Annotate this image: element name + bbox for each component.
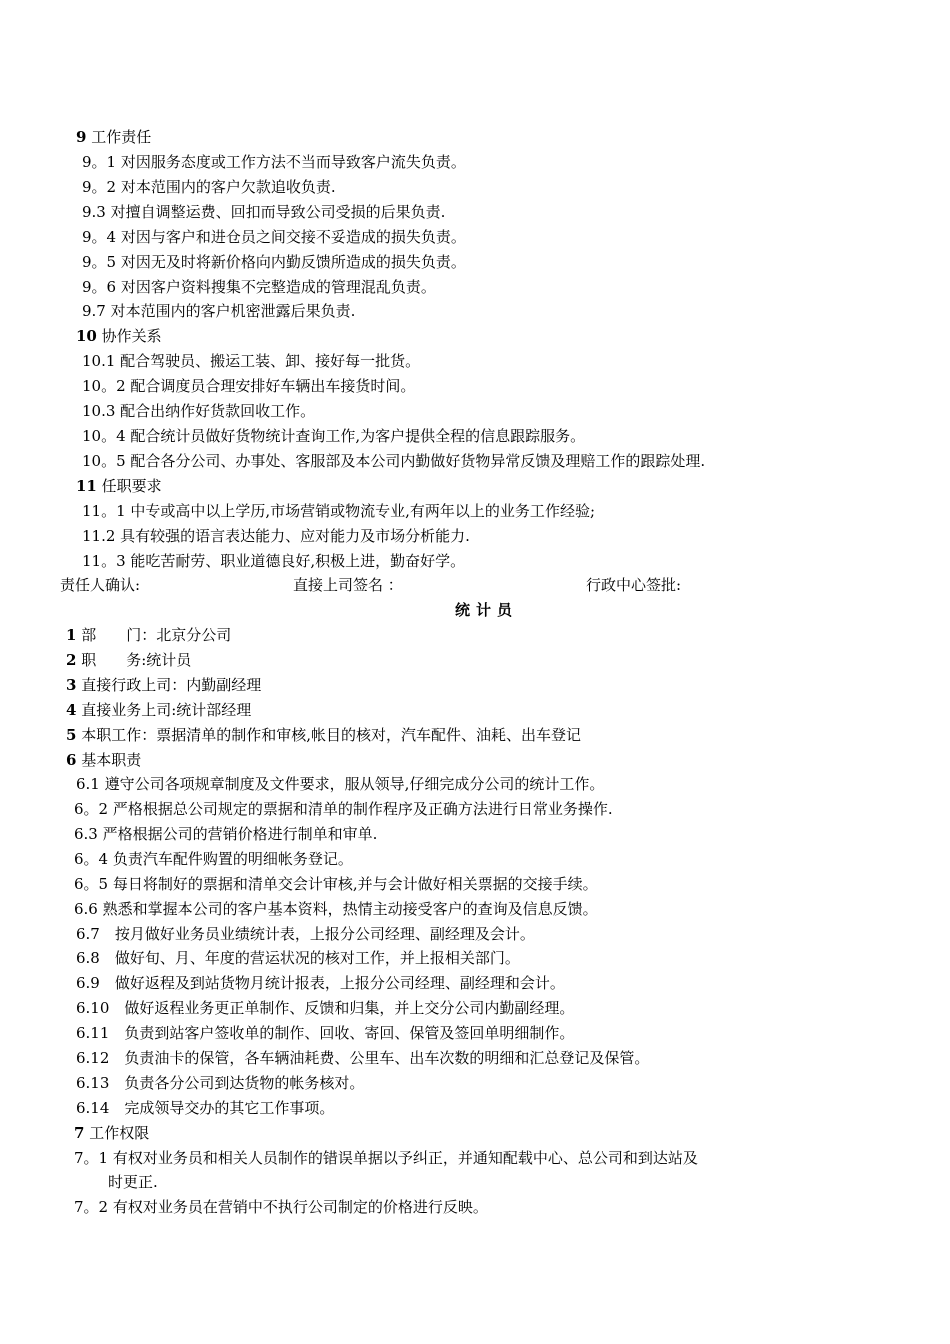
section-number: 10 (76, 327, 97, 345)
list-item: 10。4 配合统计员做好货物统计查询工作,为客户提供全程的信息跟踪服务。 (82, 427, 586, 445)
list-item: 6。5 每日将制好的票据和清单交会计审核,并与会计做好相关票据的交接手续。 (74, 875, 598, 893)
info-text: 直接行政上司：内勤副经理 (81, 676, 262, 694)
info-number: 4 (66, 701, 77, 719)
list-item: 11。3 能吃苦耐劳、职业道德良好,积极上进，勤奋好学。 (82, 552, 466, 570)
info-department (66, 625, 231, 645)
info-text: 职 务:统计员 (81, 651, 192, 669)
info-text: 部 门：北京分公司 (81, 626, 232, 644)
list-item: 6.12 负责油卡的保管，各车辆油耗费、公里车、出车次数的明细和汇总登记及保管。 (76, 1049, 650, 1067)
section-title: 基本职责 (81, 751, 142, 769)
section-title: 协作关系 (101, 327, 162, 345)
info-duties (66, 725, 581, 745)
section-title: 任职要求 (101, 477, 162, 495)
list-item: 11。1 中专或高中以上学历,市场营销或物流专业,有两年以上的业务工作经验; (82, 502, 595, 520)
signature-person-label: 责任人确认: (60, 576, 141, 594)
info-text: 本职工作：票据清单的制作和审核,帐目的核对，汽车配件、油耗、出车登记 (81, 726, 581, 744)
signature-admin-label: 行政中心签批: (586, 576, 682, 594)
page-title: 统计员 (455, 601, 519, 619)
list-item: 6.6 熟悉和掌握本公司的客户基本资料，热情主动接受客户的查询及信息反馈。 (74, 900, 598, 918)
list-item: 10.3 配合出纳作好货款回收工作。 (82, 402, 316, 420)
signature-supervisor-label: 直接上司签名 ： (293, 576, 403, 594)
list-item: 9。4 对因与客户和进仓员之间交接不妥造成的损失负责。 (82, 228, 466, 246)
info-number: 2 (66, 651, 77, 669)
section-number: 9 (76, 128, 87, 146)
section-10-heading (76, 326, 162, 346)
section-7-heading (74, 1123, 149, 1143)
section-11-heading (76, 476, 162, 496)
info-number: 1 (66, 626, 77, 644)
section-title: 工作责任 (91, 128, 152, 146)
list-item: 6。2 严格根据总公司规定的票据和清单的制作程序及正确方法进行日常业务操作. (74, 800, 613, 818)
list-item: 6.11 负责到站客户签收单的制作、回收、寄回、保管及签回单明细制作。 (76, 1024, 575, 1042)
list-item: 6.1 遵守公司各项规章制度及文件要求，服从领导,仔细完成分公司的统计工作。 (76, 775, 605, 793)
list-item: 9。1 对因服务态度或工作方法不当而导致客户流失负责。 (82, 153, 466, 171)
info-number: 5 (66, 726, 77, 744)
list-item: 7。1 有权对业务员和相关人员制作的错误单据以予纠正，并通知配载中心、总公司和到达站及 (74, 1149, 698, 1167)
section-6-heading (66, 750, 141, 770)
list-item: 6.8 做好旬、月、年度的营运状况的核对工作，并上报相关部门。 (76, 949, 520, 967)
list-item: 9。6 对因客户资料搜集不完整造成的管理混乱负责。 (82, 278, 436, 296)
section-number: 6 (66, 751, 77, 769)
info-text: 直接业务上司:统计部经理 (81, 701, 252, 719)
section-number: 11 (76, 477, 97, 495)
section-number: 7 (74, 1124, 85, 1142)
section-9-heading (76, 127, 151, 147)
list-item: 6.7 按月做好业务员业绩统计表，上报分公司经理、副经理及会计。 (76, 925, 535, 943)
list-item: 6.14 完成领导交办的其它工作事项。 (76, 1099, 335, 1117)
info-position (66, 650, 191, 670)
info-business-supervisor (66, 700, 251, 720)
list-item: 6.3 严格根据公司的营销价格进行制单和审单. (74, 825, 378, 843)
list-item: 6。4 负责汽车配件购置的明细帐务登记。 (74, 850, 353, 868)
info-admin-supervisor (66, 675, 261, 695)
list-item: 7。2 有权对业务员在营销中不执行公司制定的价格进行反映。 (74, 1198, 488, 1216)
list-item: 10。5 配合各分公司、办事处、客服部及本公司内勤做好货物异常反馈及理赔工作的跟踪处理. (82, 452, 706, 470)
list-item: 9.3 对擅自调整运费、回扣而导致公司受损的后果负责. (82, 203, 446, 221)
list-item: 9。5 对因无及时将新价格向内勤反馈所造成的损失负责。 (82, 253, 466, 271)
list-item: 6.10 做好返程业务更正单制作、反馈和归集，并上交分公司内勤副经理。 (76, 999, 575, 1017)
list-item: 10。2 配合调度员合理安排好车辆出车接货时间。 (82, 377, 416, 395)
list-item: 9.7 对本范围内的客户机密泄露后果负责. (82, 302, 356, 320)
list-item-continuation: 时更正. (108, 1173, 158, 1191)
list-item: 10.1 配合驾驶员、搬运工装、卸、接好每一批货。 (82, 352, 421, 370)
list-item: 9。2 对本范围内的客户欠款追收负责. (82, 178, 336, 196)
info-number: 3 (66, 676, 77, 694)
list-item: 6.13 负责各分公司到达货物的帐务核对。 (76, 1074, 365, 1092)
list-item: 11.2 具有较强的语言表达能力、应对能力及市场分析能力. (82, 527, 470, 545)
list-item: 6.9 做好返程及到站货物月统计报表，上报分公司经理、副经理和会计。 (76, 974, 565, 992)
section-title: 工作权限 (89, 1124, 150, 1142)
